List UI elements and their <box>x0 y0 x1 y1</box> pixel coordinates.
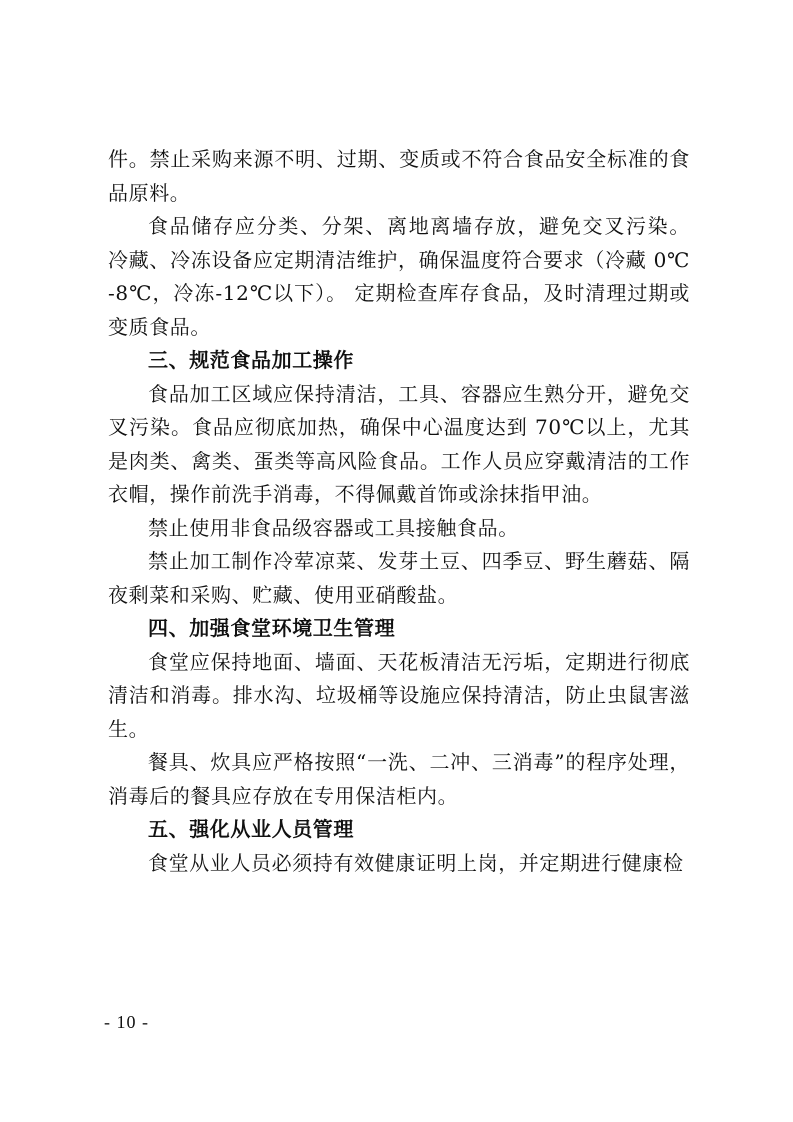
document-body <box>108 143 690 880</box>
paragraph-procurement-end: 件。禁止采购来源不明、过期、变质或不符合食品安全标准的食品原料。 <box>108 147 690 205</box>
paragraph-tableware: 餐具、炊具应严格按照“一洗、二冲、三消毒”的程序处理，消毒后的餐具应存放在专用保洁柜内。 <box>108 750 690 808</box>
section-heading-environment: 四、加强食堂环境卫生管理 <box>148 616 396 640</box>
paragraph-storage: 食品储存应分类、分架、离地离墙存放，避免交叉污染。 冷藏、冷冻设备应定期清洁维护，确保温度符合要求（冷藏 0℃-8℃，冷冻-12℃以下）。 定期检查库存食品，及时清理过期或变质食品。 <box>108 214 690 339</box>
paragraph-container-ban: 禁止使用非食品级容器或工具接触食品。 <box>148 515 519 540</box>
paragraph-processing-hygiene: 食品加工区域应保持清洁，工具、容器应生熟分开，避免交叉污染。食品应彻底加热，确保中心温度达到 70℃以上，尤其是肉类、禽类、蛋类等高风险食品。工作人员应穿戴清洁的工作衣帽，操作前洗手消毒，不得佩戴首饰或涂抹指甲油。 <box>108 381 690 506</box>
paragraph-health-certificate: 食堂从业人员必须持有效健康证明上岗，并定期进行健康检 <box>148 850 684 875</box>
section-heading-processing: 三、规范食品加工操作 <box>148 348 354 372</box>
paragraph-cleaning: 食堂应保持地面、墙面、天花板清洁无污垢，定期进行彻底清洁和消毒。排水沟、垃圾桶等设施应保持清洁，防止虫鼠害滋生。 <box>108 649 690 741</box>
section-heading-staff: 五、强化从业人员管理 <box>148 817 354 841</box>
page-number: - 10 - <box>104 1012 149 1032</box>
paragraph-prohibited-foods: 禁止加工制作冷荤凉菜、发芽土豆、四季豆、野生蘑菇、隔夜剩菜和采购、贮藏、使用亚硝酸盐。 <box>108 549 690 607</box>
